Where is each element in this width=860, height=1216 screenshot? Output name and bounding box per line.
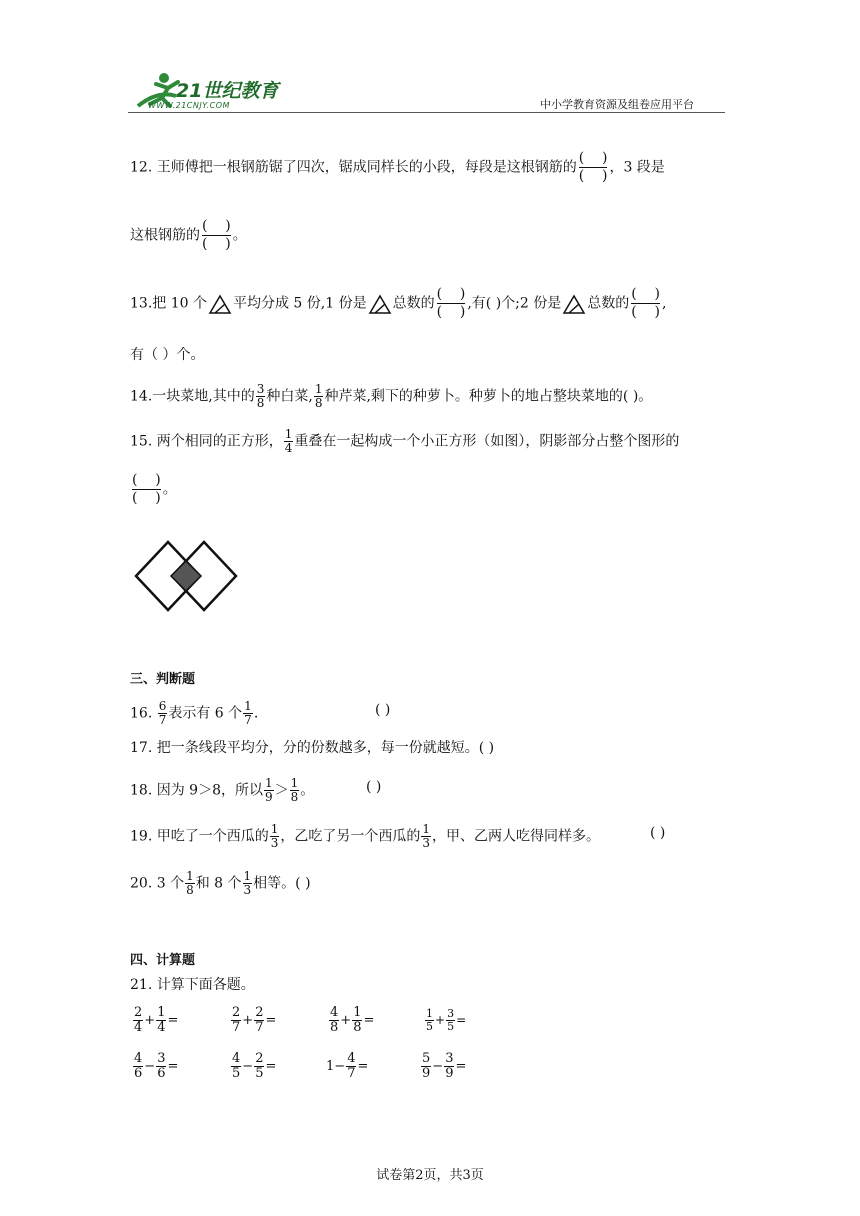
fraction: $\frac{1}{3}$ — [422, 822, 430, 850]
question-20: 20. 3 个 $\frac{1}{8}$ 和 8 个 $\frac{1}{3}$ 相等。( ) — [130, 869, 311, 897]
blank-fraction[interactable]: ( ) ( ) — [631, 286, 660, 320]
triangle-icon — [368, 294, 392, 314]
calc-item[interactable]: $\frac{4}{5}$ − $\frac{2}{5}$ = — [232, 1051, 277, 1081]
logo — [128, 70, 308, 114]
answer-paren-18[interactable]: ( ) — [366, 779, 382, 795]
question-15-line2: ( ) ( ) 。 — [132, 472, 177, 506]
calc-item[interactable]: 1− $\frac{4}{7}$ = — [326, 1051, 369, 1081]
calc-item[interactable]: $\frac{4}{8}$ + $\frac{1}{8}$ = — [330, 1005, 375, 1035]
question-12-line1: 12. 王师傅把一根钢筋锯了四次，锯成同样长的小段，每段是这根钢筋的 ( ) ( ) ，3 段是 — [130, 150, 665, 184]
blank-fraction[interactable]: ( ) ( ) — [132, 472, 161, 506]
calc-item[interactable]: $\frac{1}{5}$ + $\frac{3}{5}$ = — [426, 1007, 467, 1033]
section-4-title: 四、计算题 — [130, 953, 196, 968]
header-rule — [128, 112, 725, 113]
fraction: $\frac{6}{7}$ — [158, 699, 167, 727]
logo-sub-text: WWW.21CNJY.COM — [148, 101, 230, 110]
fraction: $\frac{1}{3}$ — [270, 822, 279, 850]
fraction: $\frac{1}{8}$ — [186, 869, 194, 897]
question-14: 14.一块菜地,其中的 $\frac{3}{8}$ 种白菜, $\frac{1}{8}$ 种芹菜,剩下的种萝卜。种萝卜的地占整块菜地的( )。 — [130, 382, 653, 410]
blank-fraction[interactable]: ( ) ( ) — [436, 286, 466, 320]
answer-paren-16[interactable]: ( ) — [375, 702, 391, 718]
triangle-icon — [208, 294, 232, 314]
fraction: $\frac{1}{9}$ — [264, 776, 273, 804]
question-15-line1: 15. 两个相同的正方形， $\frac{1}{4}$ 重叠在一起构成一个小正方形（如图），阴影部分占整个图形的 — [130, 427, 680, 455]
answer-paren-19[interactable]: ( ) — [650, 825, 666, 841]
blank-fraction[interactable]: ( ) ( ) — [578, 150, 608, 184]
calc-item[interactable]: $\frac{2}{4}$ + $\frac{1}{4}$ = — [134, 1005, 179, 1035]
question-19: 19. 甲吃了一个西瓜的 $\frac{1}{3}$ ，乙吃了另一个西瓜的 $\frac{1}{3}$ ，甲、乙两人吃得同样多。 — [130, 822, 600, 850]
platform-label: 中小学教育资源及组卷应用平台 — [540, 98, 694, 111]
calc-item[interactable]: $\frac{5}{9}$ − $\frac{3}{9}$ = — [422, 1051, 467, 1081]
fraction: $\frac{1}{7}$ — [244, 699, 252, 727]
calc-item[interactable]: $\frac{2}{7}$ + $\frac{2}{7}$ = — [232, 1005, 277, 1035]
question-13-line1: 13.把 10 个 平均分成 5 份,1 份是 总数的 ( ) ( ) ,有( )个;2 份是 总数的 ( ) ( ) , — [130, 286, 667, 320]
fraction: $\frac{1}{8}$ — [314, 382, 323, 410]
page-footer: 试卷第2页，共3页 — [376, 1168, 484, 1183]
question-21-title: 21. 计算下面各题。 — [130, 977, 255, 993]
calc-item[interactable]: $\frac{4}{6}$ − $\frac{3}{6}$ = — [134, 1051, 179, 1081]
question-16: 16. $\frac{6}{7}$ 表示有 6 个 $\frac{1}{7}$ . — [130, 699, 259, 727]
fraction: $\frac{1}{8}$ — [290, 776, 299, 804]
question-12-line2: 这根钢筋的 ( ) ( ) 。 — [130, 218, 247, 252]
fraction: $\frac{1}{4}$ — [284, 427, 293, 455]
section-3-title: 三、判断题 — [130, 672, 196, 687]
blank-fraction[interactable]: ( ) ( ) — [202, 218, 231, 252]
overlapping-squares-figure — [132, 538, 244, 616]
logo-main-text: 21世纪教育 — [176, 80, 279, 102]
fraction: $\frac{1}{3}$ — [243, 869, 252, 897]
question-18: 18. 因为 9＞8，所以 $\frac{1}{9}$ ＞ $\frac{1}{8}$ 。 — [130, 776, 315, 804]
fraction: $\frac{3}{8}$ — [256, 382, 265, 410]
question-17: 17. 把一条线段平均分，分的份数越多，每一份就越短。( ) — [130, 740, 495, 756]
question-13-line2: 有（ ）个。 — [130, 347, 205, 363]
triangle-icon — [562, 294, 586, 314]
shaded-overlap — [171, 561, 201, 591]
